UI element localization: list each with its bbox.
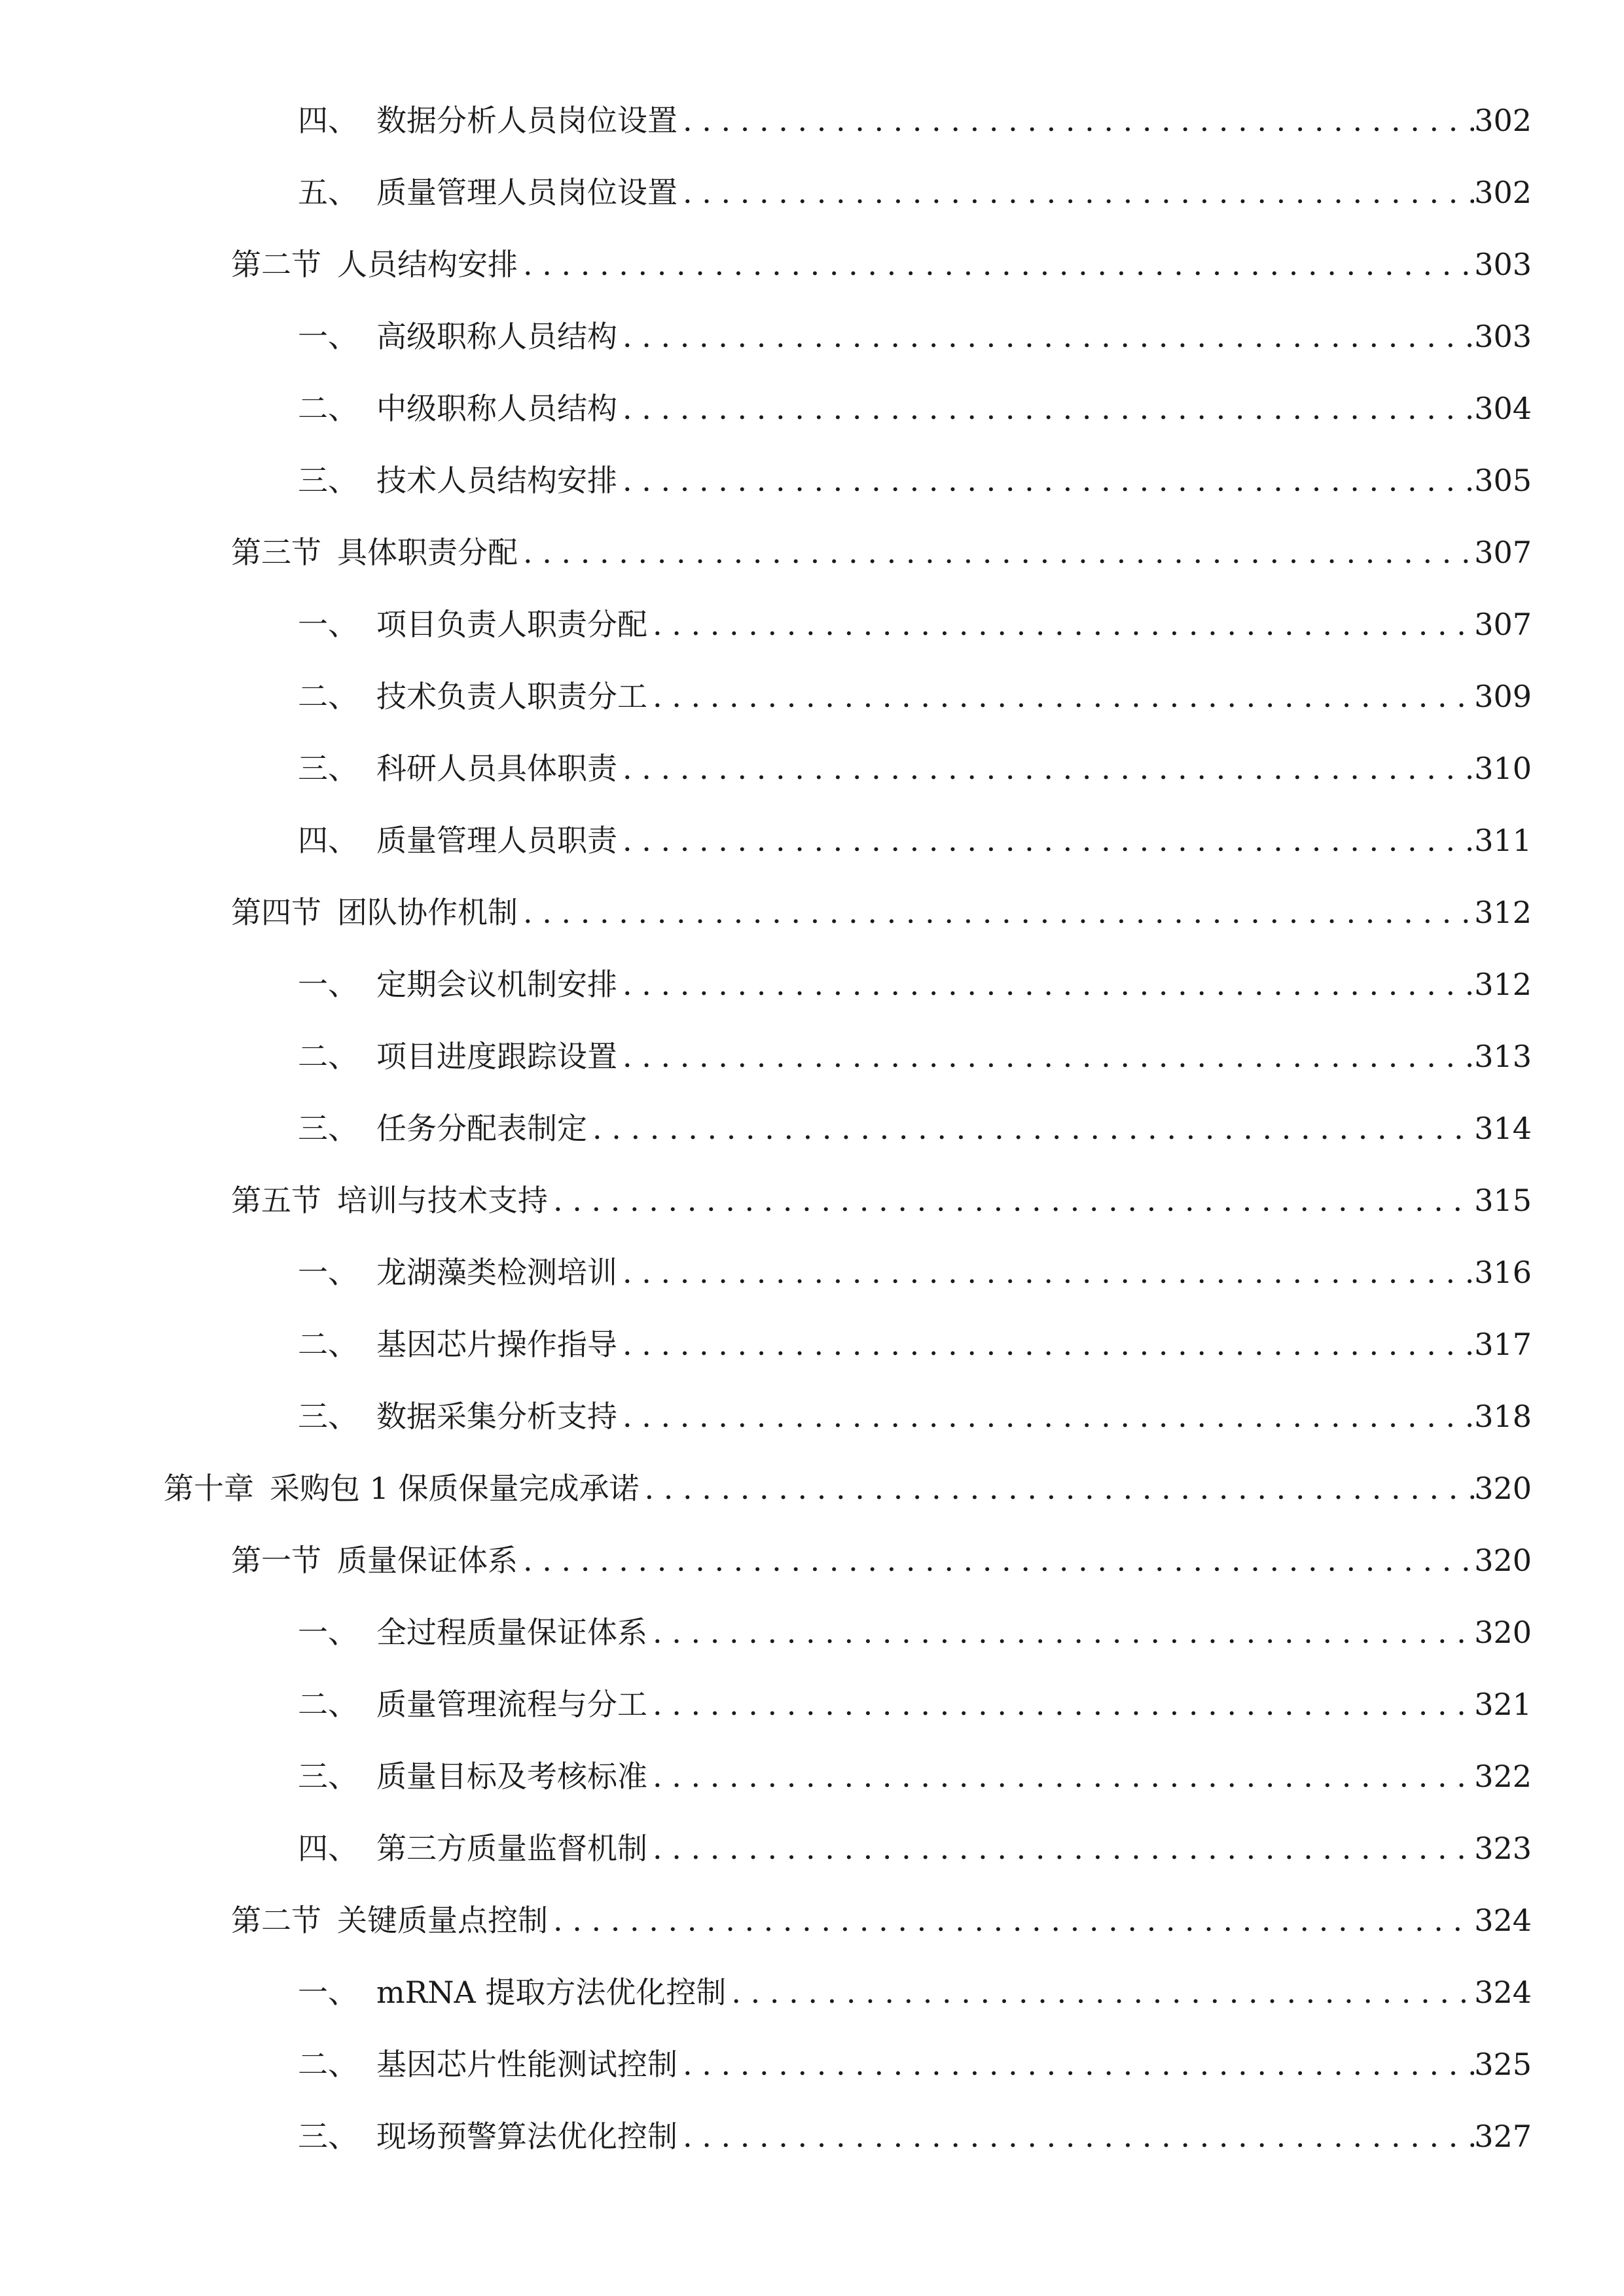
- toc-entry-page: 317: [1474, 1327, 1532, 1362]
- toc-leader-dots: [523, 526, 1474, 579]
- toc-entry-page: 324: [1474, 1975, 1532, 2010]
- toc-entry[interactable]: [298, 382, 1532, 435]
- toc-entry-title: 数据分析人员岗位设置: [376, 103, 677, 138]
- toc-entry-page: 318: [1474, 1399, 1532, 1434]
- toc-entry[interactable]: [298, 1030, 1532, 1083]
- toc-entry-number: 一、: [298, 967, 358, 1002]
- toc-entry-page: 303: [1474, 319, 1532, 354]
- toc-leader-dots: [623, 454, 1474, 507]
- toc-entry-number: 三、: [298, 2119, 358, 2154]
- toc-entry-number: 三、: [298, 1399, 358, 1434]
- toc-entry-title: 基因芯片性能测试控制: [376, 2047, 677, 2082]
- toc-entry-page: 313: [1474, 1039, 1532, 1074]
- toc-entry-page: 320: [1474, 1471, 1532, 1506]
- toc-leader-dots: [683, 2110, 1474, 2162]
- toc-entry[interactable]: [164, 1462, 1532, 1515]
- toc-leader-dots: [623, 742, 1474, 795]
- toc-entry[interactable]: [231, 526, 1532, 579]
- toc-entry-title: mRNA 提取方法优化控制: [376, 1975, 727, 2010]
- toc-entry-title: 龙湖藻类检测培训: [376, 1255, 617, 1290]
- toc-entry[interactable]: [231, 1534, 1532, 1587]
- toc-leader-dots: [592, 1102, 1474, 1155]
- toc-entry-title: 中级职称人员结构: [376, 391, 617, 426]
- toc-entry-title: 数据采集分析支持: [376, 1399, 617, 1434]
- toc-entry[interactable]: [298, 958, 1532, 1011]
- toc-leader-dots: [623, 1030, 1474, 1083]
- toc-entry[interactable]: [298, 670, 1532, 723]
- toc-entry-page: 310: [1474, 751, 1532, 786]
- toc-entry-page: 314: [1474, 1111, 1532, 1146]
- toc-entry-page: 324: [1474, 1903, 1532, 1938]
- toc-entry[interactable]: [231, 1174, 1532, 1227]
- toc-entry-number: 一、: [298, 1975, 358, 2010]
- toc-leader-dots: [653, 1822, 1474, 1874]
- toc-entry[interactable]: [298, 598, 1532, 651]
- toc-leader-dots: [645, 1462, 1475, 1515]
- toc-entry-number: 一、: [298, 607, 358, 642]
- toc-leader-dots: [683, 2038, 1474, 2090]
- toc-entry[interactable]: [298, 1750, 1532, 1803]
- toc-entry[interactable]: [298, 454, 1532, 507]
- toc-entry-page: 320: [1474, 1615, 1532, 1650]
- toc-entry-title: 质量管理流程与分工: [376, 1687, 647, 1722]
- toc-leader-dots: [623, 1318, 1474, 1371]
- toc-entry-number: 二、: [298, 679, 358, 714]
- toc-entry[interactable]: [298, 1678, 1532, 1731]
- toc-entry-title: 项目负责人职责分配: [376, 607, 647, 642]
- toc-entry-page: 312: [1474, 967, 1532, 1002]
- toc-entry[interactable]: [298, 1102, 1532, 1155]
- toc-entry-number: 第二节: [231, 247, 321, 282]
- toc-leader-dots: [623, 1246, 1474, 1299]
- toc-entry-page: 302: [1474, 175, 1532, 210]
- toc-entry-title: 项目进度跟踪设置: [376, 1039, 617, 1074]
- toc-entry-number: 三、: [298, 1759, 358, 1794]
- toc-entry-page: 312: [1474, 895, 1532, 930]
- toc-entry-number: 二、: [298, 1687, 358, 1722]
- toc-leader-dots: [653, 1606, 1474, 1659]
- toc-entry-title: 质量管理人员职责: [376, 823, 617, 858]
- toc-leader-dots: [683, 166, 1474, 219]
- toc-entry-title: 质量保证体系: [337, 1543, 518, 1578]
- toc-entry-title: 具体职责分配: [337, 535, 518, 570]
- toc-entry[interactable]: [298, 310, 1532, 363]
- toc-entry-title: 人员结构安排: [337, 247, 518, 282]
- toc-entry-number: 五、: [298, 175, 358, 210]
- toc-entry[interactable]: [298, 1822, 1532, 1874]
- toc-entry-page: 307: [1474, 535, 1532, 570]
- toc-entry-title: 关键质量点控制: [337, 1903, 548, 1938]
- toc-entry-title: 团队协作机制: [337, 895, 518, 930]
- toc-entry-number: 四、: [298, 1831, 358, 1866]
- toc-entry-number: 第十章: [164, 1471, 254, 1506]
- toc-entry[interactable]: [298, 1390, 1532, 1443]
- toc-entry[interactable]: [298, 166, 1532, 219]
- toc-entry-title: 高级职称人员结构: [376, 319, 617, 354]
- toc-entry-title: 技术负责人职责分工: [376, 679, 647, 714]
- toc-leader-dots: [523, 1534, 1474, 1587]
- toc-entry[interactable]: [298, 1246, 1532, 1299]
- toc-entry-number: 第三节: [231, 535, 321, 570]
- toc-leader-dots: [683, 94, 1474, 147]
- toc-leader-dots: [623, 310, 1474, 363]
- toc-entry-title: 技术人员结构安排: [376, 463, 617, 498]
- toc-entry-page: 327: [1474, 2119, 1532, 2154]
- toc-entry-title: 质量目标及考核标准: [376, 1759, 647, 1794]
- toc-entry[interactable]: [298, 814, 1532, 867]
- toc-entry-number: 三、: [298, 1111, 358, 1146]
- toc-entry-number: 第二节: [231, 1903, 321, 1938]
- toc-leader-dots: [623, 382, 1474, 435]
- toc-entry-page: 315: [1474, 1183, 1532, 1218]
- toc-entry[interactable]: [298, 1966, 1532, 2018]
- toc-entry[interactable]: [298, 2110, 1532, 2162]
- toc-entry-page: 307: [1474, 607, 1532, 642]
- toc-entry-title: 质量管理人员岗位设置: [376, 175, 677, 210]
- toc-entry-page: 303: [1474, 247, 1532, 282]
- toc-leader-dots: [623, 958, 1474, 1011]
- toc-entry-page: 325: [1474, 2047, 1532, 2082]
- toc-leader-dots: [653, 598, 1474, 651]
- toc-entry-title: 基因芯片操作指导: [376, 1327, 617, 1362]
- toc-entry-number: 二、: [298, 1327, 358, 1362]
- toc-entry-page: 309: [1474, 679, 1532, 714]
- toc-entry-page: 311: [1474, 823, 1532, 858]
- toc-entry-page: 316: [1474, 1255, 1532, 1290]
- toc-entry-title: 现场预警算法优化控制: [376, 2119, 677, 2154]
- toc-entry-number: 三、: [298, 751, 358, 786]
- toc-entry-title: 科研人员具体职责: [376, 751, 617, 786]
- toc-leader-dots: [623, 1390, 1474, 1443]
- toc-entry-page: 321: [1474, 1687, 1532, 1722]
- toc-entry-number: 一、: [298, 319, 358, 354]
- toc-entry-number: 二、: [298, 391, 358, 426]
- toc-entry[interactable]: [231, 886, 1532, 939]
- toc-entry-page: 305: [1474, 463, 1532, 498]
- toc-entry-title: 全过程质量保证体系: [376, 1615, 647, 1650]
- toc-entry-number: 一、: [298, 1255, 358, 1290]
- toc-entry-title: 任务分配表制定: [376, 1111, 587, 1146]
- toc-entry[interactable]: [231, 238, 1532, 291]
- toc-entry-number: 四、: [298, 103, 358, 138]
- toc-entry-page: 320: [1474, 1543, 1532, 1578]
- toc-entry-number: 二、: [298, 2047, 358, 2082]
- toc-entry[interactable]: [298, 742, 1532, 795]
- toc-entry-title: 定期会议机制安排: [376, 967, 617, 1002]
- toc-entry-number: 二、: [298, 1039, 358, 1074]
- toc-leader-dots: [523, 886, 1474, 939]
- toc-entry-number: 第一节: [231, 1543, 321, 1578]
- toc-entry-page: 304: [1474, 391, 1532, 426]
- toc-entry[interactable]: [298, 1318, 1532, 1371]
- toc-leader-dots: [731, 1966, 1474, 2018]
- toc-entry[interactable]: [231, 1894, 1532, 1946]
- toc-leader-dots: [623, 814, 1474, 867]
- toc-leader-dots: [653, 1750, 1474, 1803]
- toc-entry-page: 302: [1474, 103, 1532, 138]
- toc-leader-dots: [653, 670, 1474, 723]
- toc-entry-number: 第四节: [231, 895, 321, 930]
- toc-leader-dots: [553, 1894, 1474, 1946]
- toc-entry[interactable]: [298, 94, 1532, 147]
- toc-entry[interactable]: [298, 2038, 1532, 2090]
- toc-entry[interactable]: [298, 1606, 1532, 1659]
- toc-entry-title: 培训与技术支持: [337, 1183, 548, 1218]
- toc-entry-number: 四、: [298, 823, 358, 858]
- toc-entry-title: 第三方质量监督机制: [376, 1831, 647, 1866]
- toc-entry-number: 三、: [298, 463, 358, 498]
- toc-leader-dots: [523, 238, 1474, 291]
- toc-entry-page: 322: [1474, 1759, 1532, 1794]
- toc-leader-dots: [653, 1678, 1474, 1731]
- toc-leader-dots: [553, 1174, 1474, 1227]
- toc-entry-page: 323: [1474, 1831, 1532, 1866]
- toc-entry-number: 第五节: [231, 1183, 321, 1218]
- toc-entry-title: 采购包 1 保质保量完成承诺: [270, 1471, 640, 1506]
- toc-entry-number: 一、: [298, 1615, 358, 1650]
